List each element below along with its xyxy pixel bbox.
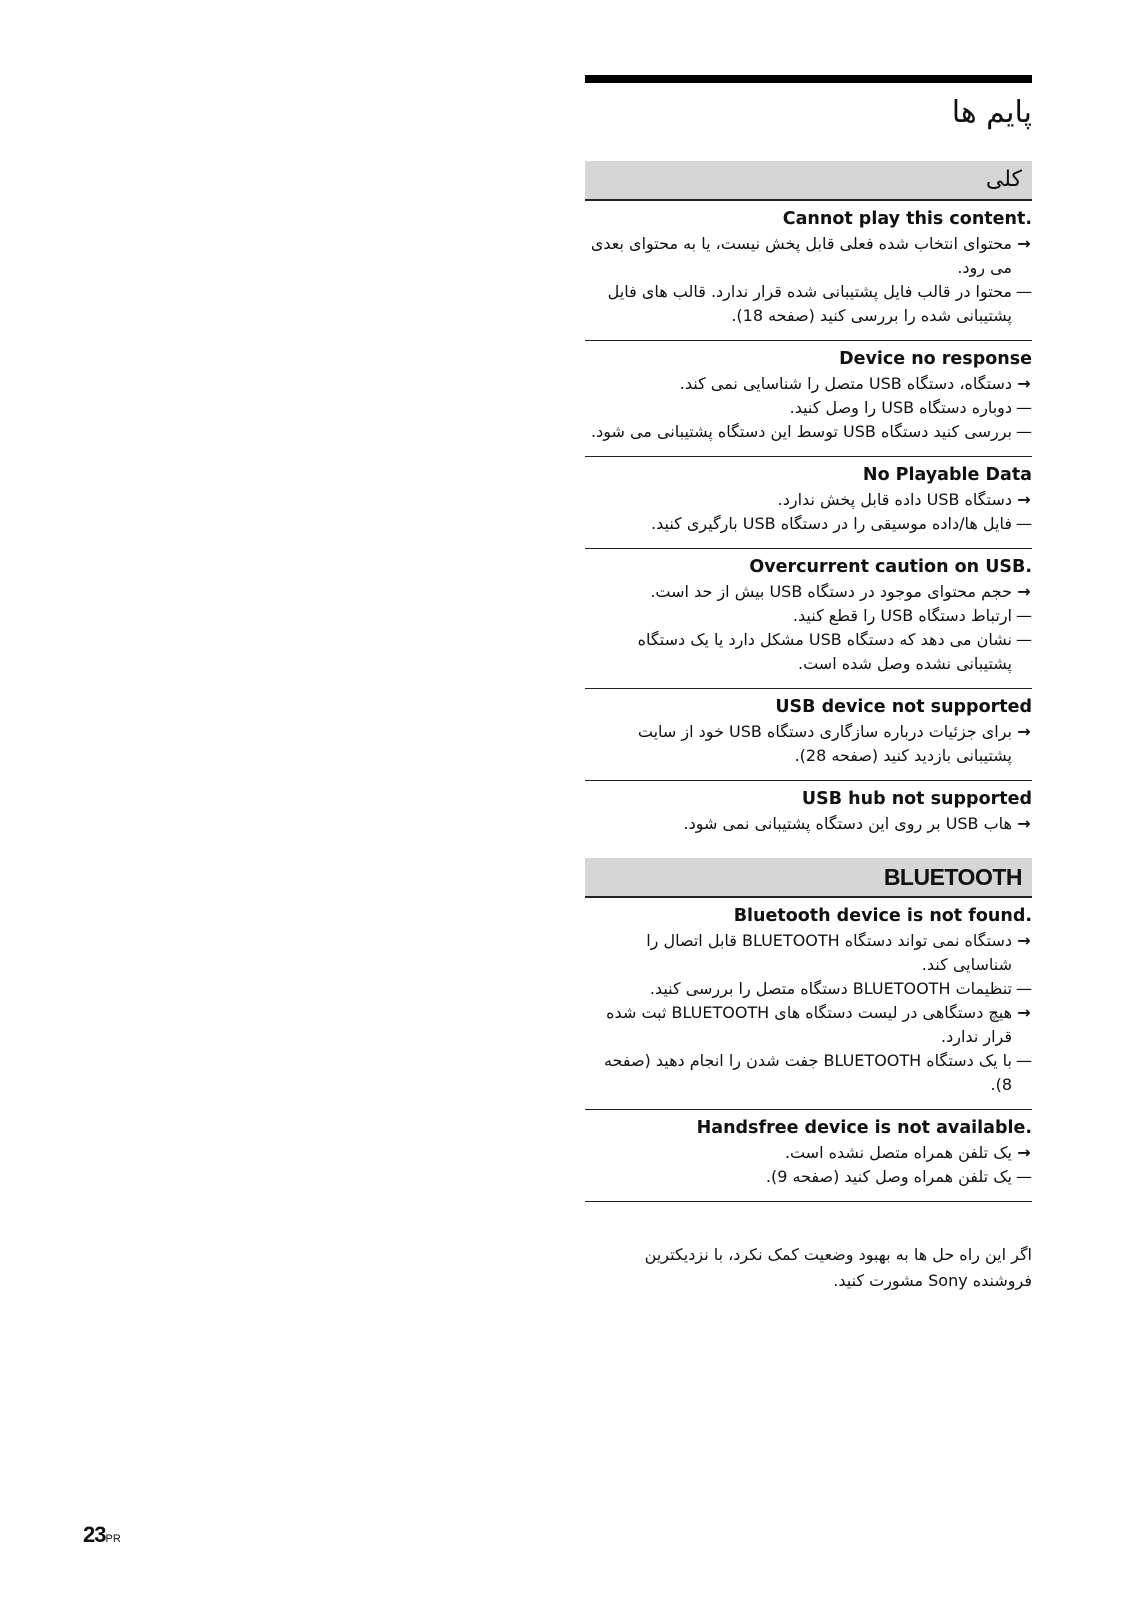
page-title: پایم ها: [951, 95, 1032, 130]
dash-icon: —: [1016, 422, 1032, 441]
section-bluetooth: [585, 858, 1032, 1202]
dash-icon: —: [1016, 630, 1032, 649]
entry: [585, 457, 1032, 549]
entry: [585, 781, 1032, 848]
message-title: Overcurrent caution on USB.: [749, 557, 1032, 577]
dash-icon: —: [1016, 1051, 1032, 1070]
top-rule: [585, 75, 1032, 83]
section-heading-text: BLUETOOTH: [883, 864, 1022, 890]
entry: [585, 898, 1032, 1110]
line-item: [585, 1049, 1032, 1097]
line-text: هیچ دستگاهی در لیست دستگاه های BLUETOOTH ثبت شده قرار ندارد.: [606, 1003, 1012, 1046]
line-text: با یک دستگاه BLUETOOTH جفت شدن را انجام دهید (صفحه 8).: [603, 1051, 1012, 1094]
section-heading-text: کلی: [985, 167, 1022, 192]
line-item: [585, 512, 1032, 536]
line-item: [585, 604, 1032, 628]
line-item: [585, 396, 1032, 420]
message-title: Handsfree device is not available.: [696, 1118, 1032, 1138]
line-item: [585, 280, 1032, 328]
line-text: تنظیمات BLUETOOTH دستگاه متصل را بررسی کنید.: [649, 979, 1012, 998]
line-item: [585, 372, 1032, 396]
arrow-icon: →: [1017, 814, 1031, 833]
line-text: بررسی کنید دستگاه USB توسط این دستگاه پشتیبانی می شود.: [590, 422, 1012, 441]
line-text: دستگاه نمی تواند دستگاه BLUETOOTH قابل اتصال را شناسایی کند.: [646, 931, 1012, 974]
content-column: [585, 75, 1032, 1294]
arrow-icon: →: [1017, 374, 1031, 393]
line-text: دوباره دستگاه USB را وصل کنید.: [789, 398, 1012, 417]
section-heading: [585, 858, 1032, 898]
line-item: [585, 580, 1032, 604]
dash-icon: —: [1016, 979, 1032, 998]
line-item: [585, 488, 1032, 512]
line-text: یک تلفن همراه متصل نشده است.: [784, 1143, 1012, 1162]
dash-icon: —: [1016, 282, 1032, 301]
line-text: ارتباط دستگاه USB را قطع کنید.: [792, 606, 1012, 625]
arrow-icon: →: [1017, 722, 1031, 741]
line-text: یک تلفن همراه وصل کنید (صفحه 9).: [765, 1167, 1012, 1186]
line-item: [585, 1001, 1032, 1049]
line-text: برای جزئیات درباره سازگاری دستگاه USB خود از سایت پشتیبانی بازدید کنید (صفحه 28).: [637, 722, 1012, 765]
arrow-icon: →: [1017, 490, 1031, 509]
message-title: Cannot play this content.: [782, 209, 1032, 229]
line-item: [585, 420, 1032, 444]
page-number: [83, 1522, 121, 1548]
line-text: نشان می دهد که دستگاه USB مشکل دارد یا یک دستگاه پشتیبانی نشده وصل شده است.: [637, 630, 1012, 673]
dash-icon: —: [1016, 1167, 1032, 1186]
dash-icon: —: [1016, 606, 1032, 625]
entry: [585, 549, 1032, 689]
message-title: Device no response: [839, 349, 1032, 369]
line-item: [585, 929, 1032, 977]
arrow-icon: →: [1017, 931, 1031, 950]
entry: [585, 341, 1032, 457]
arrow-icon: →: [1017, 582, 1031, 601]
line-item: [585, 977, 1032, 1001]
line-item: [585, 232, 1032, 280]
section-general: [585, 161, 1032, 848]
page-number-suffix: PR: [105, 1533, 121, 1545]
line-text: فایل ها/داده موسیقی را در دستگاه USB بارگیری کنید.: [651, 514, 1012, 533]
entry: [585, 201, 1032, 341]
arrow-icon: →: [1017, 1003, 1031, 1022]
line-text: هاب USB بر روی این دستگاه پشتیبانی نمی شود.: [683, 814, 1012, 833]
line-item: [585, 1165, 1032, 1189]
line-text: دستگاه USB داده قابل پخش ندارد.: [777, 490, 1012, 509]
arrow-icon: →: [1017, 1143, 1031, 1162]
entry: [585, 689, 1032, 781]
line-text: محتوای انتخاب شده فعلی قابل پخش نیست، یا به محتوای بعدی می رود.: [590, 234, 1012, 277]
dash-icon: —: [1016, 514, 1032, 533]
message-title: USB device not supported: [775, 697, 1032, 717]
line-item: [585, 628, 1032, 676]
line-item: [585, 812, 1032, 836]
line-item: [585, 720, 1032, 768]
message-title: USB hub not supported: [801, 789, 1032, 809]
line-text: دستگاه، دستگاه USB متصل را شناسایی نمی کند.: [679, 374, 1012, 393]
entry: [585, 1110, 1032, 1202]
message-title: No Playable Data: [862, 465, 1032, 485]
line-text: محتوا در قالب فایل پشتیبانی شده قرار ندارد. قالب های فایل پشتیبانی شده را بررسی کنید (صفحه 18).: [607, 282, 1012, 325]
section-heading: [585, 161, 1032, 201]
line-item: [585, 1141, 1032, 1165]
message-title: Bluetooth device is not found.: [733, 906, 1032, 926]
page-number-value: 23: [83, 1522, 106, 1547]
line-text: حجم محتوای موجود در دستگاه USB بیش از حد است.: [650, 582, 1012, 601]
arrow-icon: →: [1017, 234, 1031, 253]
dash-icon: —: [1016, 398, 1032, 417]
footer-note: اگر این راه حل ها به بهبود وضعیت کمک نکرد، با نزدیکترین فروشنده Sony مشورت کنید.: [644, 1245, 1032, 1290]
